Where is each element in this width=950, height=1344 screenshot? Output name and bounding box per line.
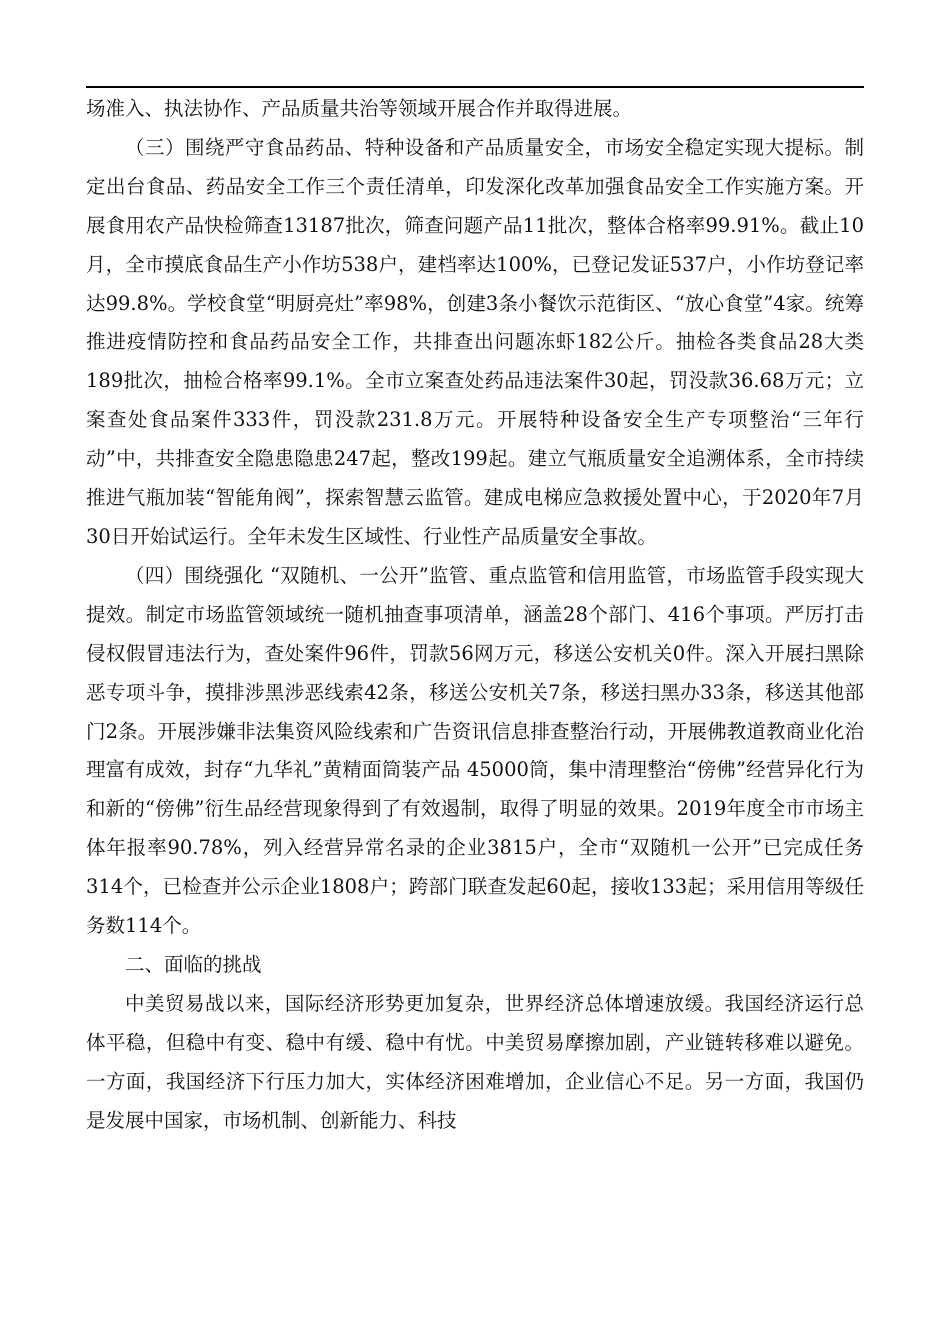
section-heading-challenges: 二、面临的挑战 <box>125 952 262 976</box>
paragraph-section-three: （三）围绕严守食品药品、特种设备和产品质量安全，市场安全稳定实现大提标。制定出台食品、药品安全工作三个责任清单，印发深化改革加强食品安全工作实施方案。开展食用农产品快检筛查13187批次，筛查问题产品11批次，整体合格率99.91%。截止10月，全市摸底食品生产小作坊538户，建档率达100%，已登记发证537户，小作坊登记率达99.8%。学校食堂“明厨亮灶”率98%，创建3条小餐饮示范街区、“放心食堂”4家。统筹推进疫情防控和食品药品安全工作，共排查出问题冻虾182公斤。抽检各类食品28大类189批次，抽检合格率99.1%。全市立案查处药品违法案件30起，罚没款36.68万元；立案查处食品案件333件，罚没款231.8万元。开展特种设备安全生产专项整治“三年行动”中，共排查安全隐患隐患247起，整改199起。建立气瓶质量安全追溯体系，全市持续推进气瓶加装“智能角阀”，探索智慧云监管。建成电梯应急救援处置中心，于2020年7月30日开始试运行。全年未发生区域性、行业性产品质量安全事故。 <box>86 135 864 548</box>
paragraph-challenges: 中美贸易战以来，国际经济形势更加复杂，世界经济总体增速放缓。我国经济运行总体平稳，但稳中有变、稳中有缓、稳中有忧。中美贸易摩擦加剧，产业链转移难以避免。一方面，我国经济下行压力加大，实体经济困难增加，企业信心不足。另一方面，我国仍是发展中国家，市场机制、创新能力、科技 <box>86 991 864 1132</box>
paragraph-section-four: （四）围绕强化 “双随机、一公开”监管、重点监管和信用监管，市场监管手段实现大提效。制定市场监管领域统一随机抽查事项清单，涵盖28个部门、416个事项。严厉打击侵权假冒违法行为，查处案件96件，罚款56网万元，移送公安机关0件。深入开展扫黑除恶专项斗争，摸排涉黑涉恶线索42条，移送公安机关7条，移送扫黑办33条，移送其他部门2条。开展涉嫌非法集资风险线索和广告资讯信息排查整治行动，开展佛教道教商业化治理富有成效，封存“九华礼”黄精面筒装产品 45000筒，集中清理整治“傍佛”经营异化行为和新的“傍佛”衍生品经营现象得到了有效遏制，取得了明显的效果。2019年度全市市场主体年报率90.78%，列入经营异常名录的企业3815户，全市“双随机一公开”已完成任务314个，已检查并公示企业1808户；跨部门联查发起60起，接收133起；采用信用等级任务数114个。 <box>86 563 864 938</box>
paragraph-continuation: 场准入、执法协作、产品质量共治等领域开展合作并取得进展。 <box>86 97 633 120</box>
document-body <box>86 90 864 1140</box>
header-rule <box>86 86 864 88</box>
